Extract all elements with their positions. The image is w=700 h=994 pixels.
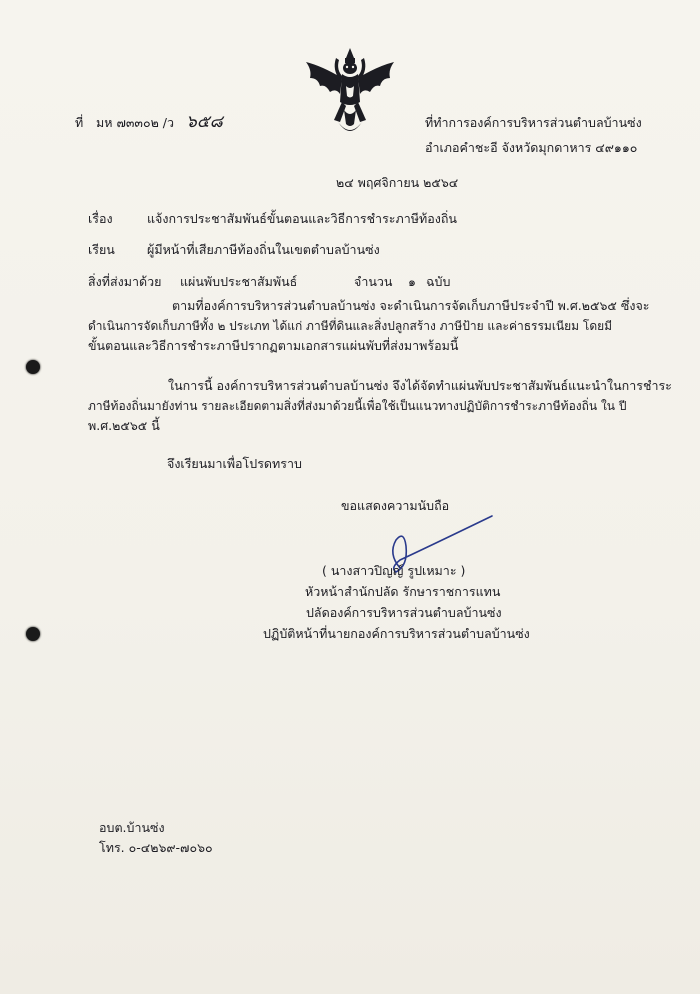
enclosure-label: สิ่งที่ส่งมาด้วย [88,274,162,289]
signatory-title-2: ปลัดองค์การบริหารส่วนตำบลบ้านซ่ง [306,605,502,620]
office-address-line1: ที่ทำการองค์การบริหารส่วนตำบลบ้านซ่ง [425,115,642,130]
garuda-emblem-icon [300,44,400,144]
closing-phrase: ขอแสดงความนับถือ [341,498,450,513]
office-address-line2: อำเภอคำชะอี จังหวัดมุกดาหาร ๔๙๑๑๐ [425,140,638,155]
paragraph-1-line-1: ตามที่องค์การบริหารส่วนตำบลบ้านซ่ง จะดำเนินการจัดเก็บภาษีประจำปี พ.ศ.๒๕๖๕ ซึ่งจะ [172,298,650,313]
footer-department: อบต.บ้านซ่ง [99,820,165,835]
paragraph-2-line-1: ในการนี้ องค์การบริหารส่วนตำบลบ้านซ่ง จึงได้จัดทำแผ่นพับประชาสัมพันธ์แนะนำในการชำระ [168,378,672,393]
paragraph-1-line-2: ดำเนินการจัดเก็บภาษีทั้ง ๒ ประเภท ได้แก่ ภาษีที่ดินและสิ่งปลูกสร้าง ภาษีป้าย และค่าธรรมเนียม โดยมี [88,319,613,333]
footer-phone: โทร. ๐-๔๒๖๙-๗๐๖๐ [99,840,213,855]
recipient-text: ผู้มีหน้าที่เสียภาษีท้องถิ่นในเขตตำบลบ้านซ่ง [147,242,380,257]
letter-date: ๒๔ พฤศจิกายน ๒๕๖๔ [336,175,459,190]
punch-hole-bottom [26,627,40,641]
closing-request: จึงเรียนมาเพื่อโปรดทราบ [167,456,302,471]
punch-hole-top [26,360,40,374]
paragraph-2-line-3: พ.ศ.๒๕๖๕ นี้ [88,418,160,433]
body-paragraph-2 [88,376,672,436]
subject-label: เรื่อง [88,211,113,226]
body-paragraph-1 [88,296,648,356]
signatory-name: ( นางสาวปิญญ์ รูปเหมาะ ) [322,563,466,578]
enclosure-qty-label: จำนวน [354,274,393,289]
paragraph-2-line-2: ภาษีท้องถิ่นมายังท่าน รายละเอียดตามสิ่งที่ส่งมาด้วยนี้เพื่อใช้เป็นแนวทางปฏิบัติการชำระภาษีท้องถิ่น ใน ปี [88,399,627,413]
subject-text: แจ้งการประชาสัมพันธ์ขั้นตอนและวิธีการชำระภาษีท้องถิ่น [147,211,457,226]
ref-label: ที่ [75,115,84,130]
recipient-label: เรียน [88,242,115,257]
signatory-title-3: ปฏิบัติหน้าที่นายกองค์การบริหารส่วนตำบลบ้านซ่ง [263,626,530,641]
signatory-title-1: หัวหน้าสำนักปลัด รักษาราชการแทน [305,584,501,599]
ref-prefix: มห ๗๓๓๐๒ /ว [96,115,175,130]
ref-number-handwritten: ๖๕๘ [186,112,223,132]
enclosure-qty: ๑ [408,274,416,289]
enclosure-unit: ฉบับ [426,274,451,289]
paragraph-1-line-3: ขั้นตอนและวิธีการชำระภาษีปรากฏตามเอกสารแผ่นพับที่ส่งมาพร้อมนี้ [88,338,459,353]
enclosure-item: แผ่นพับประชาสัมพันธ์ [180,274,298,289]
